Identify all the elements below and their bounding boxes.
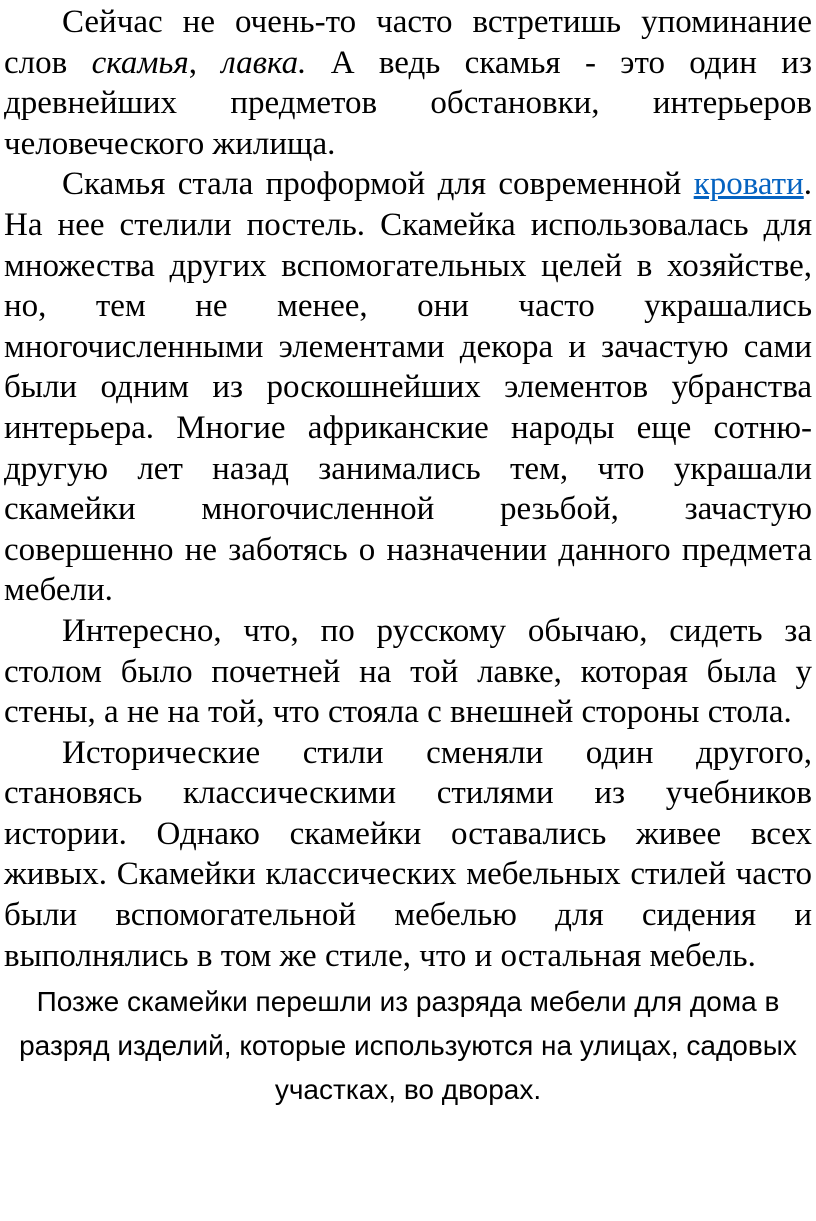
paragraph-intro [4, 2, 812, 164]
separator-text: , [188, 44, 222, 81]
paragraph-intro-rest: А ведь скамья - это один из древнейших предметов обстановки, интерьеров человеческого жилища. [4, 44, 813, 162]
italic-word-lavka: лавка. [221, 44, 307, 81]
paragraph-bench-bed-start: Скамья стала проформой для современной [62, 166, 694, 203]
paragraph-bench-bed-rest: . На нее стелили постель. Скамейка использовалась для множества других вспомогательных целей в хозяйстве, но, тем не менее, они часто украшались многочисленными элементами декора и зачастую сами были одним из роскошнейших элементов убранства интерьера. Многие африканские народы еще сотню-другую лет назад занимались тем, что украшали скамейки многочисленной резьбой, зачастую совершенно не заботясь о назначении данного предмета мебели. [4, 166, 812, 609]
italic-word-skamya: скамья [91, 44, 189, 81]
bed-link[interactable]: кровати [693, 166, 804, 203]
paragraph-bench-bed [4, 164, 812, 611]
paragraph-historic-styles: Исторические стили сменяли один другого, становясь классическими стилями из учебников истории. Однако скамейки оставались живее всех живых. Скамейки классических мебельных стилей часто были вспомогательной мебелью для сидения и выполнялись в том же стиле, что и остальная мебель. [4, 734, 812, 974]
paragraph-russian-custom: Интересно, что, по русскому обычаю, сидеть за столом было почетней на той лавке, которая была у стены, а не на той, что стояла с внешней стороны стола. [4, 612, 812, 731]
paragraph-intro-text: Сейчас не очень-то часто встретишь упоминание слов [4, 4, 812, 81]
paragraph-later-use: Позже скамейки перешли из разряда мебели для дома в разряд изделий, которые используются на улицах, садовых участках, во дворах. [19, 986, 797, 1106]
